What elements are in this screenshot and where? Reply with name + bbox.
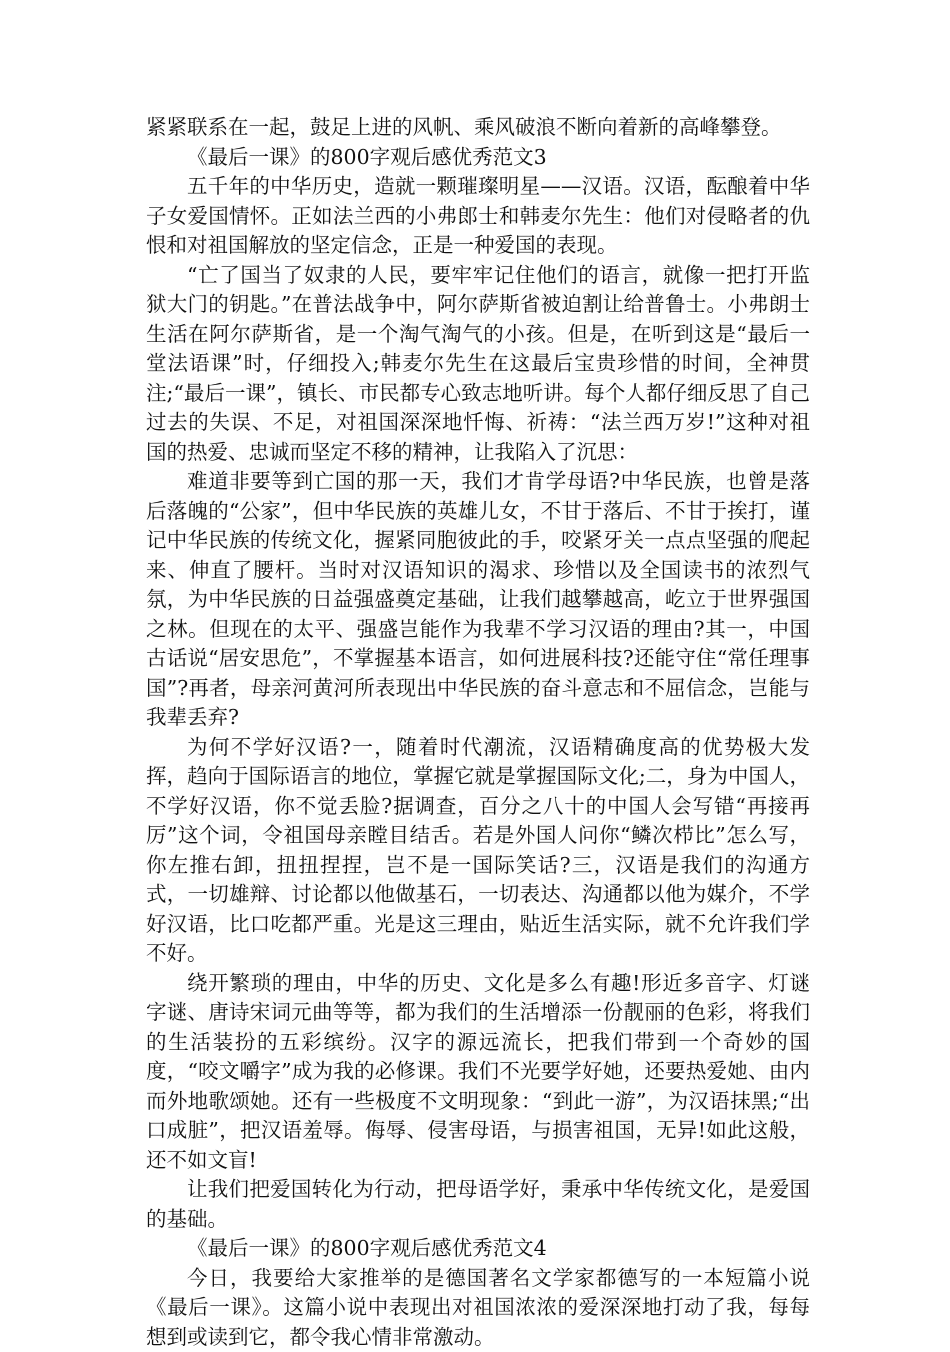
document-page (146, 113, 810, 1352)
section-title-3: 《最后一课》的800字观后感优秀范文3 (146, 143, 810, 173)
paragraph: 让我们把爱国转化为行动，把母语学好，秉承中华传统文化，是爱国的基础。 (146, 1175, 810, 1234)
paragraph: 绕开繁琐的理由，中华的历史、文化是多么有趣!形近多音字、灯谜字谜、唐诗宋词元曲等等，都为我们的生活增添一份靓丽的色彩，将我们的生活装扮的五彩缤纷。汉字的源远流长，把我们带到一个奇妙的国度，“咬文嚼字”成为我的必修课。我们不光要学好她，还要热爱她、由内而外地歌颂她。还有一些极度不文明现象：“到此一游”，为汉语抹黑;“出口成脏”，把汉语羞辱。侮辱、侵害母语，与损害祖国，无异!如此这般，还不如文盲! (146, 969, 810, 1176)
paragraph: 难道非要等到亡国的那一天，我们才肯学母语?中华民族，也曾是落后落魄的“公家”，但中华民族的英雄儿女，不甘于落后、不甘于挨打，谨记中华民族的传统文化，握紧同胞彼此的手，咬紧牙关一点点坚强的爬起来、伸直了腰杆。当时对汉语知识的渴求、珍惜以及全国读书的浓烈气氛，为中华民族的日益强盛奠定基础，让我们越攀越高，屹立于世界强国之林。但现在的太平、强盛岂能作为我辈不学习汉语的理由?其一，中国古话说“居安思危”，不掌握基本语言，如何进展科技?还能守住“常任理事国”?再者，母亲河黄河所表现出中华民族的奋斗意志和不屈信念，岂能与我辈丢弃? (146, 467, 810, 733)
paragraph: 为何不学好汉语?一，随着时代潮流，汉语精确度高的优势极大发挥，趋向于国际语言的地位，掌握它就是掌握国际文化;二，身为中国人，不学好汉语，你不觉丢脸?据调查，百分之八十的中国人会写错“再接再厉”这个词，令祖国母亲瞠目结舌。若是外国人问你“鳞次栉比”怎么写，你左推右卸，扭扭捏捏，岂不是一国际笑话?三，汉语是我们的沟通方式，一切雄辩、讨论都以他做基石，一切表达、沟通都以他为媒介，不学好汉语，比口吃都严重。光是这三理由，贴近生活实际，就不允许我们学不好。 (146, 733, 810, 969)
paragraph: “亡了国当了奴隶的人民，要牢牢记住他们的语言，就像一把打开监狱大门的钥匙。”在普法战争中，阿尔萨斯省被迫割让给普鲁士。小弗朗士生活在阿尔萨斯省，是一个淘气淘气的小孩。但是，在听到这是“最后一堂法语课”时，仔细投入;韩麦尔先生在这最后宝贵珍惜的时间，全神贯注;“最后一课”，镇长、市民都专心致志地听讲。每个人都仔细反思了自己过去的失误、不足，对祖国深深地忏悔、祈祷：“法兰西万岁!”这种对祖国的热爱、忠诚而坚定不移的精神，让我陷入了沉思： (146, 261, 810, 468)
paragraph: 五千年的中华历史，造就一颗璀璨明星——汉语。汉语，酝酿着中华子女爱国情怀。正如法兰西的小弗郎士和韩麦尔先生：他们对侵略者的仇恨和对祖国解放的坚定信念，正是一种爱国的表现。 (146, 172, 810, 261)
paragraph: 今日，我要给大家推举的是德国著名文学家都德写的一本短篇小说《最后一课》。这篇小说中表现出对祖国浓浓的爱深深地打动了我，每每想到或读到它，都令我心情非常激动。 (146, 1264, 810, 1352)
section-title-4: 《最后一课》的800字观后感优秀范文4 (146, 1234, 810, 1264)
paragraph-continuation: 紧紧联系在一起，鼓足上进的风帆、乘风破浪不断向着新的高峰攀登。 (146, 113, 810, 143)
